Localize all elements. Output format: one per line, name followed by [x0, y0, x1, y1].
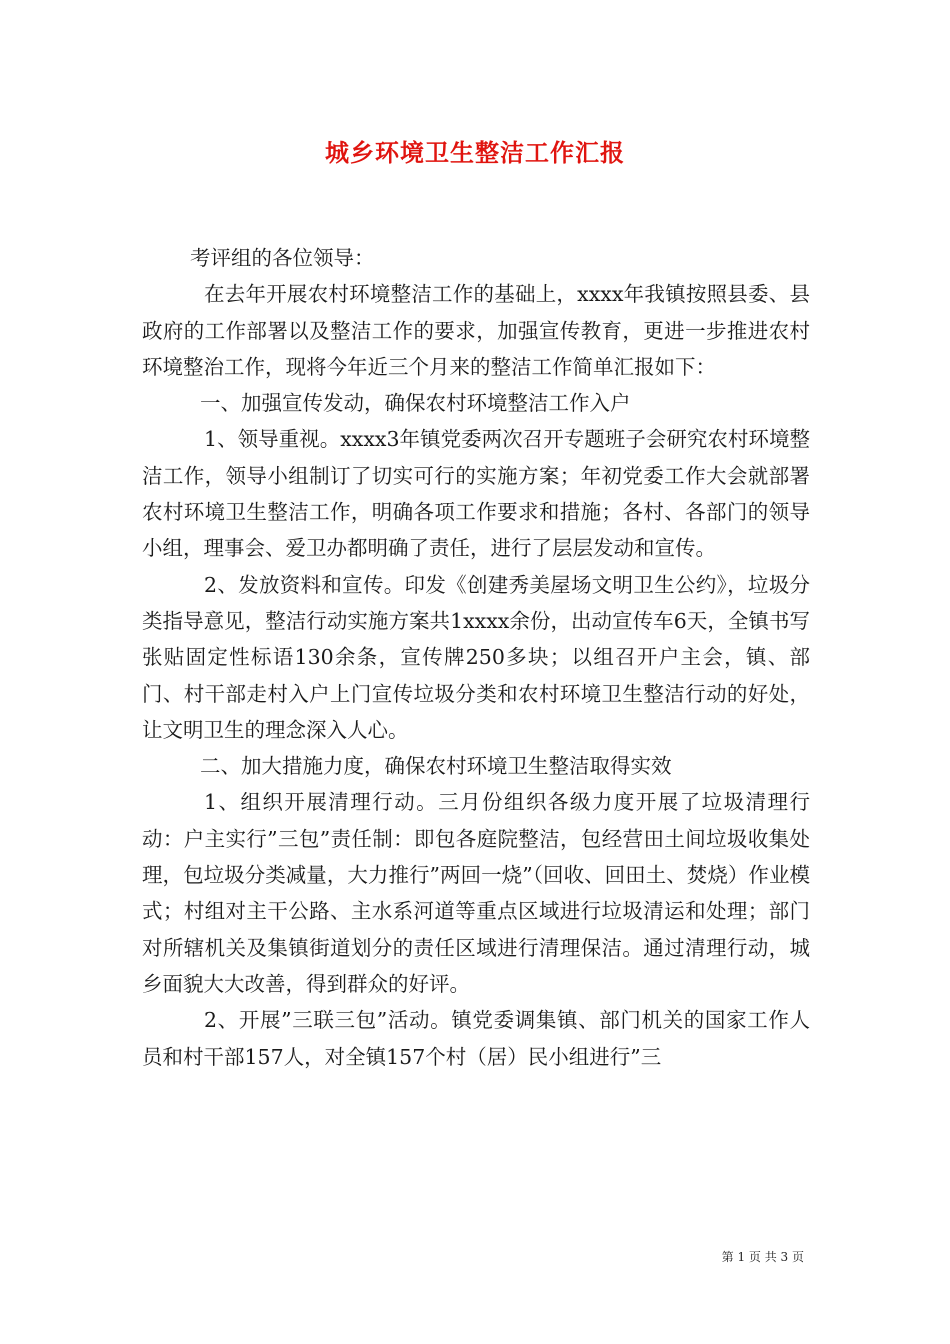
- section-1-item-2: 2、发放资料和宣传。印发《创建秀美屋场文明卫生公约》，垃圾分类指导意见，整洁行动实施方案共1xxxx余份，出动宣传车6天，全镇书写张贴固定性标语130余条，宣传牌250多块；以组召开户主会，镇、部门、村干部走村入户上门宣传垃圾分类和农村环境卫生整洁行动的好处，让文明卫生的理念深入人心。: [142, 572, 810, 742]
- section-1-heading: 一、加强宣传发动，确保农村环境整洁工作入户: [200, 391, 631, 416]
- document-title: 城乡环境卫生整洁工作汇报: [325, 138, 625, 167]
- page-number: 第 1 页 共 3 页: [721, 1250, 804, 1264]
- document-body: [142, 240, 810, 1075]
- section-2-item-2: 2、开展”三联三包”活动。镇党委调集镇、部门机关的国家工作人员和村干部157人，对全镇157个村（居）民小组进行”三: [142, 1008, 810, 1069]
- section-1-item-1: 1、领导重视。xxxx3年镇党委两次召开专题班子会研究农村环境整洁工作，领导小组制订了切实可行的实施方案；年初党委工作大会就部署农村环境卫生整洁工作，明确各项工作要求和措施；各村、各部门的领导小组，理事会、爱卫办都明确了责任，进行了层层发动和宣传。: [142, 427, 810, 561]
- section-2-heading: 二、加大措施力度，确保农村环境卫生整洁取得实效: [200, 754, 672, 779]
- intro-paragraph: 在去年开展农村环境整洁工作的基础上，xxxx年我镇按照县委、县政府的工作部署以及整洁工作的要求，加强宣传教育，更进一步推进农村环境整治工作，现将今年近三个月来的整洁工作简单汇报如下：: [142, 282, 810, 379]
- salutation: 考评组的各位领导：: [190, 246, 375, 270]
- section-2-item-1: 1、组织开展清理行动。三月份组织各级力度开展了垃圾清理行动：户主实行”三包”责任制：即包各庭院整洁，包经营田土间垃圾收集处理，包垃圾分类减量，大力推行”两回一烧”（回收、回田土、焚烧）作业模式；村组对主干公路、主水系河道等重点区域进行垃圾清运和处理；部门对所辖机关及集镇街道划分的责任区域进行清理保洁。通过清理行动，城乡面貌大大改善，得到群众的好评。: [142, 790, 810, 996]
